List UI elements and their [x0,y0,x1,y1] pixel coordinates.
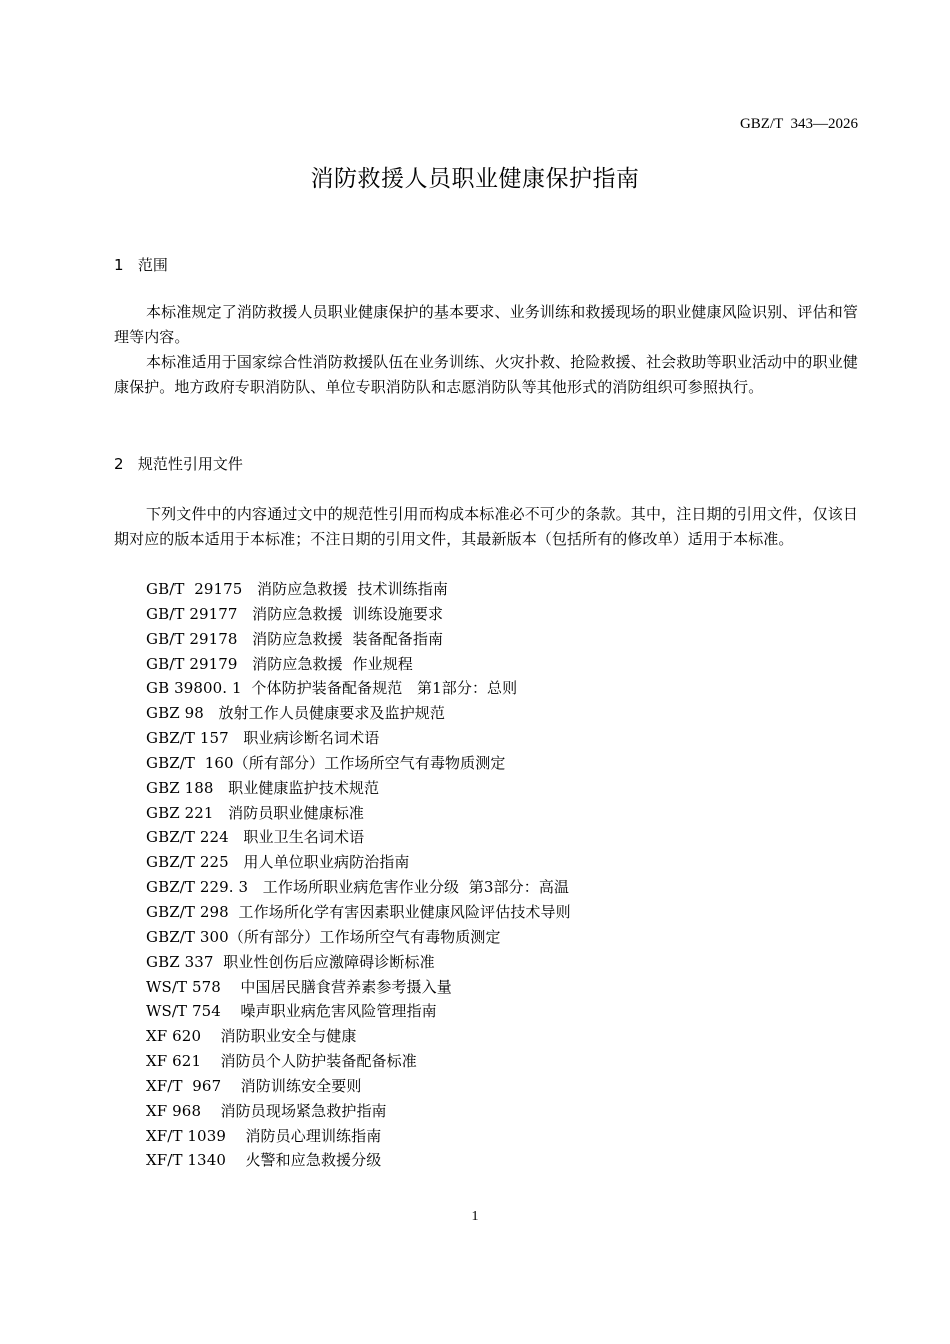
document-title: 消防救援人员职业健康保护指南 [310,166,640,192]
reference-item: XF/T 967 消防训练安全要则 [146,1076,362,1095]
reference-item: GBZ/T 157 职业病诊断名词术语 [146,729,380,748]
reference-item: GB 39800. 1 个体防护装备配备规范 第1部分：总则 [146,679,518,698]
reference-item: XF 968 消防员现场紧急救护指南 [146,1101,387,1120]
standard-code: GBZ/T 343—2026 [739,116,858,132]
reference-item: GBZ/T 225 用人单位职业病防治指南 [146,853,410,872]
reference-item: GBZ 221 消防员职业健康标准 [146,803,365,822]
reference-item: GBZ 188 职业健康监护技术规范 [146,778,380,797]
reference-item: GBZ/T 298 工作场所化学有害因素职业健康风险评估技术导则 [146,902,571,921]
normative-references-list [146,577,571,1173]
reference-item: GBZ/T 229. 3 工作场所职业病危害作业分级 第3部分：高温 [146,878,570,897]
reference-item: GBZ/T 224 职业卫生名词术语 [146,828,365,847]
reference-item: WS/T 754 噪声职业病危害风险管理指南 [146,1002,437,1021]
reference-item: GBZ/T 300（所有部分）工作场所空气有毒物质测定 [146,927,501,946]
reference-item: GBZ/T 160（所有部分）工作场所空气有毒物质测定 [146,753,506,772]
reference-item: GB/T 29179 消防应急救援 作业规程 [146,654,413,673]
section-1-paragraph-2: 本标准适用于国家综合性消防救援队伍在业务训练、火灾扑救、抢险救援、社会救助等职业活动中的职业健康保护。地方政府专职消防队、单位专职消防队和志愿消防队等其他形式的消防组织可参照执行。 [114,353,858,396]
reference-item: XF 621 消防员个人防护装备配备标准 [146,1052,417,1071]
reference-item: GB/T 29178 消防应急救援 装备配备指南 [146,629,444,648]
reference-item: XF 620 消防职业安全与健康 [146,1027,357,1046]
reference-item: GBZ 337 职业性创伤后应激障碍诊断标准 [146,952,435,971]
reference-item: GB/T 29177 消防应急救援 训练设施要求 [146,604,444,623]
section-2-heading: 2 规范性引用文件 [114,455,243,473]
section-1-paragraph-1: 本标准规定了消防救援人员职业健康保护的基本要求、业务训练和救援现场的职业健康风险识别、评估和管理等内容。 [114,303,858,346]
section-1-heading: 1 范围 [114,256,168,274]
reference-item: GBZ 98 放射工作人员健康要求及监护规范 [146,704,445,723]
reference-item: XF/T 1340 火警和应急救援分级 [146,1151,382,1170]
reference-item: WS/T 578 中国居民膳食营养素参考摄入量 [146,977,452,996]
reference-item: GB/T 29175 消防应急救援 技术训练指南 [146,580,448,598]
reference-item: XF/T 1039 消防员心理训练指南 [146,1126,382,1145]
page-number: 1 [471,1209,479,1224]
section-2-paragraph-1: 下列文件中的内容通过文中的规范性引用而构成本标准必不可少的条款。其中，注日期的引用文件，仅该日期对应的版本适用于本标准；不注日期的引用文件，其最新版本（包括所有的修改单）适用于本标准。 [114,505,858,548]
